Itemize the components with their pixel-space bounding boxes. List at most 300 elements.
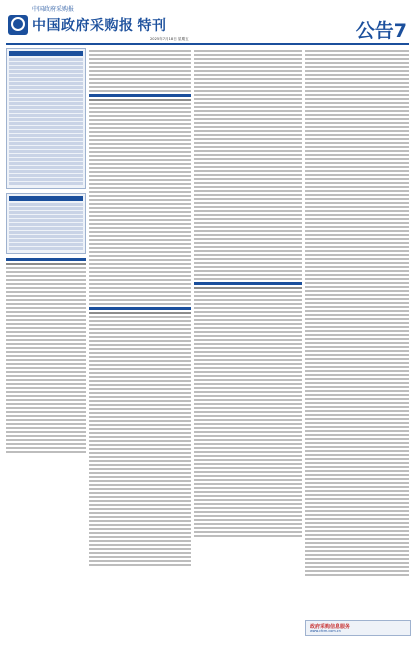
text-line bbox=[305, 102, 409, 104]
text-line bbox=[194, 62, 302, 64]
text-line bbox=[194, 90, 302, 92]
text-line bbox=[305, 74, 409, 76]
text-line bbox=[89, 540, 191, 542]
text-line bbox=[305, 150, 409, 152]
table-header bbox=[9, 51, 83, 56]
text-line bbox=[305, 138, 409, 140]
text-line bbox=[6, 447, 86, 449]
text-line bbox=[305, 486, 409, 488]
text-line bbox=[194, 254, 302, 256]
text-line bbox=[194, 270, 302, 272]
text-line bbox=[6, 363, 86, 365]
text-line bbox=[305, 210, 409, 212]
text-line bbox=[305, 454, 409, 456]
text-line bbox=[194, 491, 302, 493]
text-line bbox=[89, 552, 191, 554]
text-line bbox=[6, 335, 86, 337]
text-line bbox=[89, 444, 191, 446]
text-line bbox=[305, 406, 409, 408]
text-line bbox=[194, 327, 302, 329]
text-line bbox=[194, 363, 302, 365]
text-line bbox=[194, 291, 302, 293]
text-line bbox=[89, 512, 191, 514]
text-line bbox=[194, 527, 302, 529]
section-divider bbox=[89, 307, 191, 310]
text-line bbox=[194, 523, 302, 525]
text-line bbox=[89, 139, 191, 141]
text-line bbox=[194, 74, 302, 76]
text-line bbox=[194, 234, 302, 236]
table-row bbox=[9, 82, 83, 85]
text-line bbox=[305, 566, 409, 568]
text-line bbox=[89, 50, 191, 52]
table-row bbox=[9, 102, 83, 105]
text-line bbox=[305, 82, 409, 84]
text-line bbox=[305, 470, 409, 472]
text-line bbox=[305, 522, 409, 524]
table-row bbox=[9, 182, 83, 185]
text-line bbox=[89, 119, 191, 121]
text-line bbox=[89, 303, 191, 305]
text-line bbox=[89, 424, 191, 426]
text-line bbox=[89, 548, 191, 550]
table-row bbox=[9, 227, 83, 230]
text-line bbox=[89, 524, 191, 526]
text-line bbox=[6, 419, 86, 421]
text-line bbox=[6, 423, 86, 425]
text-line bbox=[89, 448, 191, 450]
text-line bbox=[89, 500, 191, 502]
page-section-title: 公告7 bbox=[355, 20, 407, 42]
results-table-2 bbox=[6, 193, 86, 254]
text-line bbox=[194, 226, 302, 228]
text-line bbox=[194, 427, 302, 429]
text-line bbox=[305, 130, 409, 132]
text-line bbox=[89, 324, 191, 326]
text-line bbox=[305, 450, 409, 452]
text-line bbox=[89, 440, 191, 442]
text-line bbox=[305, 394, 409, 396]
text-line bbox=[89, 528, 191, 530]
text-line bbox=[194, 371, 302, 373]
text-line bbox=[194, 315, 302, 317]
table-row bbox=[9, 114, 83, 117]
text-line bbox=[89, 560, 191, 562]
text-line bbox=[6, 411, 86, 413]
text-line bbox=[305, 442, 409, 444]
text-line bbox=[89, 107, 191, 109]
text-line bbox=[89, 396, 191, 398]
text-line bbox=[6, 283, 86, 285]
table-row bbox=[9, 146, 83, 149]
text-line bbox=[194, 311, 302, 313]
text-line bbox=[89, 131, 191, 133]
text-line bbox=[89, 263, 191, 265]
text-line bbox=[89, 239, 191, 241]
text-line bbox=[194, 130, 302, 132]
text-line bbox=[194, 467, 302, 469]
text-line bbox=[194, 403, 302, 405]
text-line bbox=[89, 416, 191, 418]
text-line bbox=[89, 191, 191, 193]
text-line bbox=[89, 227, 191, 229]
text-line bbox=[89, 66, 191, 68]
text-line bbox=[89, 271, 191, 273]
text-line bbox=[194, 154, 302, 156]
text-line bbox=[305, 542, 409, 544]
table-row bbox=[9, 134, 83, 137]
text-line bbox=[305, 122, 409, 124]
text-line bbox=[194, 122, 302, 124]
text-line bbox=[305, 502, 409, 504]
text-line bbox=[89, 496, 191, 498]
article-heading bbox=[6, 263, 86, 265]
table-row bbox=[9, 170, 83, 173]
table-row bbox=[9, 118, 83, 121]
text-line bbox=[6, 371, 86, 373]
text-line bbox=[194, 194, 302, 196]
text-line bbox=[194, 238, 302, 240]
text-line bbox=[89, 135, 191, 137]
text-line bbox=[6, 435, 86, 437]
text-line bbox=[194, 447, 302, 449]
banner-text: 政府采购信息服务 bbox=[310, 624, 351, 630]
table-row bbox=[9, 231, 83, 234]
text-line bbox=[89, 356, 191, 358]
text-line bbox=[89, 352, 191, 354]
text-line bbox=[89, 78, 191, 80]
text-line bbox=[305, 546, 409, 548]
text-line bbox=[305, 538, 409, 540]
text-line bbox=[6, 399, 86, 401]
text-line bbox=[89, 171, 191, 173]
text-line bbox=[194, 307, 302, 309]
text-line bbox=[194, 118, 302, 120]
text-line bbox=[89, 532, 191, 534]
text-line bbox=[194, 94, 302, 96]
text-line bbox=[305, 490, 409, 492]
service-banner[interactable] bbox=[305, 620, 411, 636]
text-line bbox=[305, 418, 409, 420]
text-line bbox=[194, 299, 302, 301]
text-line bbox=[89, 211, 191, 213]
text-line bbox=[305, 274, 409, 276]
text-line bbox=[194, 419, 302, 421]
text-line bbox=[305, 398, 409, 400]
text-line bbox=[194, 475, 302, 477]
text-line bbox=[6, 319, 86, 321]
text-line bbox=[305, 510, 409, 512]
text-line bbox=[194, 503, 302, 505]
text-line bbox=[89, 283, 191, 285]
text-line bbox=[305, 250, 409, 252]
text-line bbox=[89, 516, 191, 518]
text-line bbox=[305, 194, 409, 196]
text-line bbox=[89, 175, 191, 177]
text-line bbox=[194, 499, 302, 501]
text-line bbox=[89, 215, 191, 217]
table-row bbox=[9, 239, 83, 242]
text-line bbox=[194, 214, 302, 216]
table-row bbox=[9, 207, 83, 210]
text-line bbox=[305, 90, 409, 92]
text-line bbox=[194, 142, 302, 144]
text-line bbox=[89, 267, 191, 269]
text-line bbox=[89, 123, 191, 125]
text-line bbox=[305, 518, 409, 520]
text-line bbox=[89, 436, 191, 438]
text-line bbox=[194, 455, 302, 457]
text-line bbox=[89, 291, 191, 293]
text-line bbox=[194, 58, 302, 60]
text-line bbox=[305, 482, 409, 484]
text-line bbox=[305, 550, 409, 552]
text-line bbox=[305, 402, 409, 404]
text-line bbox=[194, 166, 302, 168]
table-row bbox=[9, 219, 83, 222]
table-row bbox=[9, 130, 83, 133]
text-line bbox=[89, 408, 191, 410]
text-line bbox=[89, 299, 191, 301]
text-line bbox=[305, 154, 409, 156]
text-line bbox=[305, 462, 409, 464]
text-line bbox=[89, 344, 191, 346]
text-line bbox=[89, 219, 191, 221]
text-line bbox=[6, 275, 86, 277]
text-line bbox=[89, 488, 191, 490]
text-line bbox=[89, 380, 191, 382]
text-line bbox=[305, 126, 409, 128]
text-line bbox=[89, 155, 191, 157]
text-line bbox=[89, 372, 191, 374]
text-line bbox=[89, 368, 191, 370]
text-line bbox=[89, 520, 191, 522]
table-row bbox=[9, 126, 83, 129]
text-line bbox=[194, 170, 302, 172]
text-line bbox=[194, 483, 302, 485]
text-line bbox=[89, 508, 191, 510]
text-line bbox=[305, 86, 409, 88]
banner-url[interactable]: www.cfcm.com.cn bbox=[310, 629, 341, 633]
text-line bbox=[89, 187, 191, 189]
text-line bbox=[305, 562, 409, 564]
text-line bbox=[305, 354, 409, 356]
text-line bbox=[305, 66, 409, 68]
section-divider bbox=[194, 282, 302, 285]
text-line bbox=[305, 378, 409, 380]
column-3 bbox=[194, 48, 302, 539]
text-line bbox=[305, 226, 409, 228]
text-line bbox=[89, 58, 191, 60]
text-line bbox=[194, 519, 302, 521]
text-line bbox=[194, 78, 302, 80]
masthead-title: 中国政府采购报 特刊 bbox=[32, 18, 167, 34]
text-line bbox=[194, 495, 302, 497]
text-line bbox=[89, 259, 191, 261]
text-line bbox=[89, 295, 191, 297]
text-line bbox=[194, 198, 302, 200]
text-line bbox=[6, 271, 86, 273]
text-line bbox=[89, 231, 191, 233]
text-line bbox=[194, 106, 302, 108]
text-line bbox=[89, 504, 191, 506]
text-line bbox=[6, 347, 86, 349]
text-line bbox=[305, 382, 409, 384]
text-line bbox=[305, 358, 409, 360]
text-line bbox=[305, 258, 409, 260]
text-line bbox=[89, 223, 191, 225]
text-line bbox=[194, 335, 302, 337]
masthead bbox=[0, 0, 415, 44]
text-line bbox=[194, 250, 302, 252]
text-line bbox=[6, 379, 86, 381]
text-line bbox=[305, 134, 409, 136]
text-line bbox=[194, 138, 302, 140]
text-line bbox=[305, 270, 409, 272]
text-line bbox=[305, 330, 409, 332]
table-row bbox=[9, 138, 83, 141]
text-line bbox=[305, 278, 409, 280]
table-row bbox=[9, 223, 83, 226]
table-row bbox=[9, 98, 83, 101]
table-row bbox=[9, 235, 83, 238]
text-line bbox=[194, 186, 302, 188]
header-rule bbox=[6, 43, 409, 45]
table-row bbox=[9, 110, 83, 113]
text-line bbox=[305, 206, 409, 208]
text-line bbox=[305, 198, 409, 200]
table-row bbox=[9, 158, 83, 161]
text-line bbox=[194, 507, 302, 509]
text-line bbox=[305, 526, 409, 528]
text-line bbox=[89, 86, 191, 88]
text-line bbox=[89, 476, 191, 478]
text-line bbox=[194, 86, 302, 88]
text-line bbox=[89, 472, 191, 474]
text-line bbox=[89, 54, 191, 56]
text-line bbox=[89, 247, 191, 249]
text-line bbox=[89, 70, 191, 72]
text-line bbox=[194, 230, 302, 232]
text-line bbox=[89, 179, 191, 181]
text-line bbox=[305, 430, 409, 432]
text-line bbox=[305, 58, 409, 60]
text-line bbox=[194, 114, 302, 116]
table-row bbox=[9, 122, 83, 125]
text-line bbox=[194, 202, 302, 204]
text-line bbox=[305, 366, 409, 368]
text-line bbox=[89, 492, 191, 494]
table-row bbox=[9, 154, 83, 157]
text-line bbox=[305, 374, 409, 376]
text-line bbox=[194, 515, 302, 517]
text-line bbox=[89, 360, 191, 362]
text-line bbox=[305, 534, 409, 536]
text-line bbox=[6, 311, 86, 313]
text-line bbox=[305, 310, 409, 312]
text-line bbox=[89, 384, 191, 386]
text-line bbox=[6, 339, 86, 341]
text-line bbox=[305, 426, 409, 428]
text-line bbox=[89, 556, 191, 558]
text-line bbox=[305, 346, 409, 348]
text-line bbox=[194, 50, 302, 52]
text-line bbox=[194, 379, 302, 381]
text-line bbox=[194, 162, 302, 164]
text-line bbox=[194, 218, 302, 220]
text-line bbox=[89, 452, 191, 454]
table-row bbox=[9, 66, 83, 69]
text-line bbox=[305, 514, 409, 516]
newspaper-logo-icon bbox=[8, 15, 28, 35]
text-line bbox=[194, 262, 302, 264]
text-line bbox=[89, 255, 191, 257]
text-line bbox=[6, 359, 86, 361]
text-line bbox=[194, 387, 302, 389]
text-line bbox=[89, 127, 191, 129]
table-row bbox=[9, 150, 83, 153]
text-line bbox=[305, 506, 409, 508]
text-line bbox=[89, 412, 191, 414]
text-line bbox=[305, 234, 409, 236]
text-line bbox=[6, 299, 86, 301]
text-line bbox=[305, 466, 409, 468]
text-line bbox=[305, 494, 409, 496]
text-line bbox=[305, 338, 409, 340]
text-line bbox=[6, 279, 86, 281]
text-line bbox=[6, 367, 86, 369]
text-line bbox=[305, 438, 409, 440]
column-1 bbox=[6, 48, 86, 455]
text-line bbox=[305, 162, 409, 164]
text-line bbox=[305, 530, 409, 532]
text-line bbox=[305, 554, 409, 556]
text-line bbox=[305, 474, 409, 476]
article-heading bbox=[194, 287, 302, 289]
text-line bbox=[305, 62, 409, 64]
text-line bbox=[305, 434, 409, 436]
text-line bbox=[305, 70, 409, 72]
table-row bbox=[9, 174, 83, 177]
text-line bbox=[305, 146, 409, 148]
text-line bbox=[194, 278, 302, 280]
text-line bbox=[305, 182, 409, 184]
text-line bbox=[305, 158, 409, 160]
text-line bbox=[194, 463, 302, 465]
text-line bbox=[305, 238, 409, 240]
text-line bbox=[89, 163, 191, 165]
text-line bbox=[305, 302, 409, 304]
text-line bbox=[6, 431, 86, 433]
text-line bbox=[305, 214, 409, 216]
text-line bbox=[194, 391, 302, 393]
text-line bbox=[89, 143, 191, 145]
text-line bbox=[305, 246, 409, 248]
table-row bbox=[9, 86, 83, 89]
text-line bbox=[194, 367, 302, 369]
results-table bbox=[6, 48, 86, 189]
text-line bbox=[89, 203, 191, 205]
text-line bbox=[305, 186, 409, 188]
text-line bbox=[194, 82, 302, 84]
text-line bbox=[194, 443, 302, 445]
text-line bbox=[6, 427, 86, 429]
text-line bbox=[89, 376, 191, 378]
column-4 bbox=[305, 48, 409, 578]
text-line bbox=[305, 350, 409, 352]
text-line bbox=[194, 355, 302, 357]
text-line bbox=[89, 340, 191, 342]
